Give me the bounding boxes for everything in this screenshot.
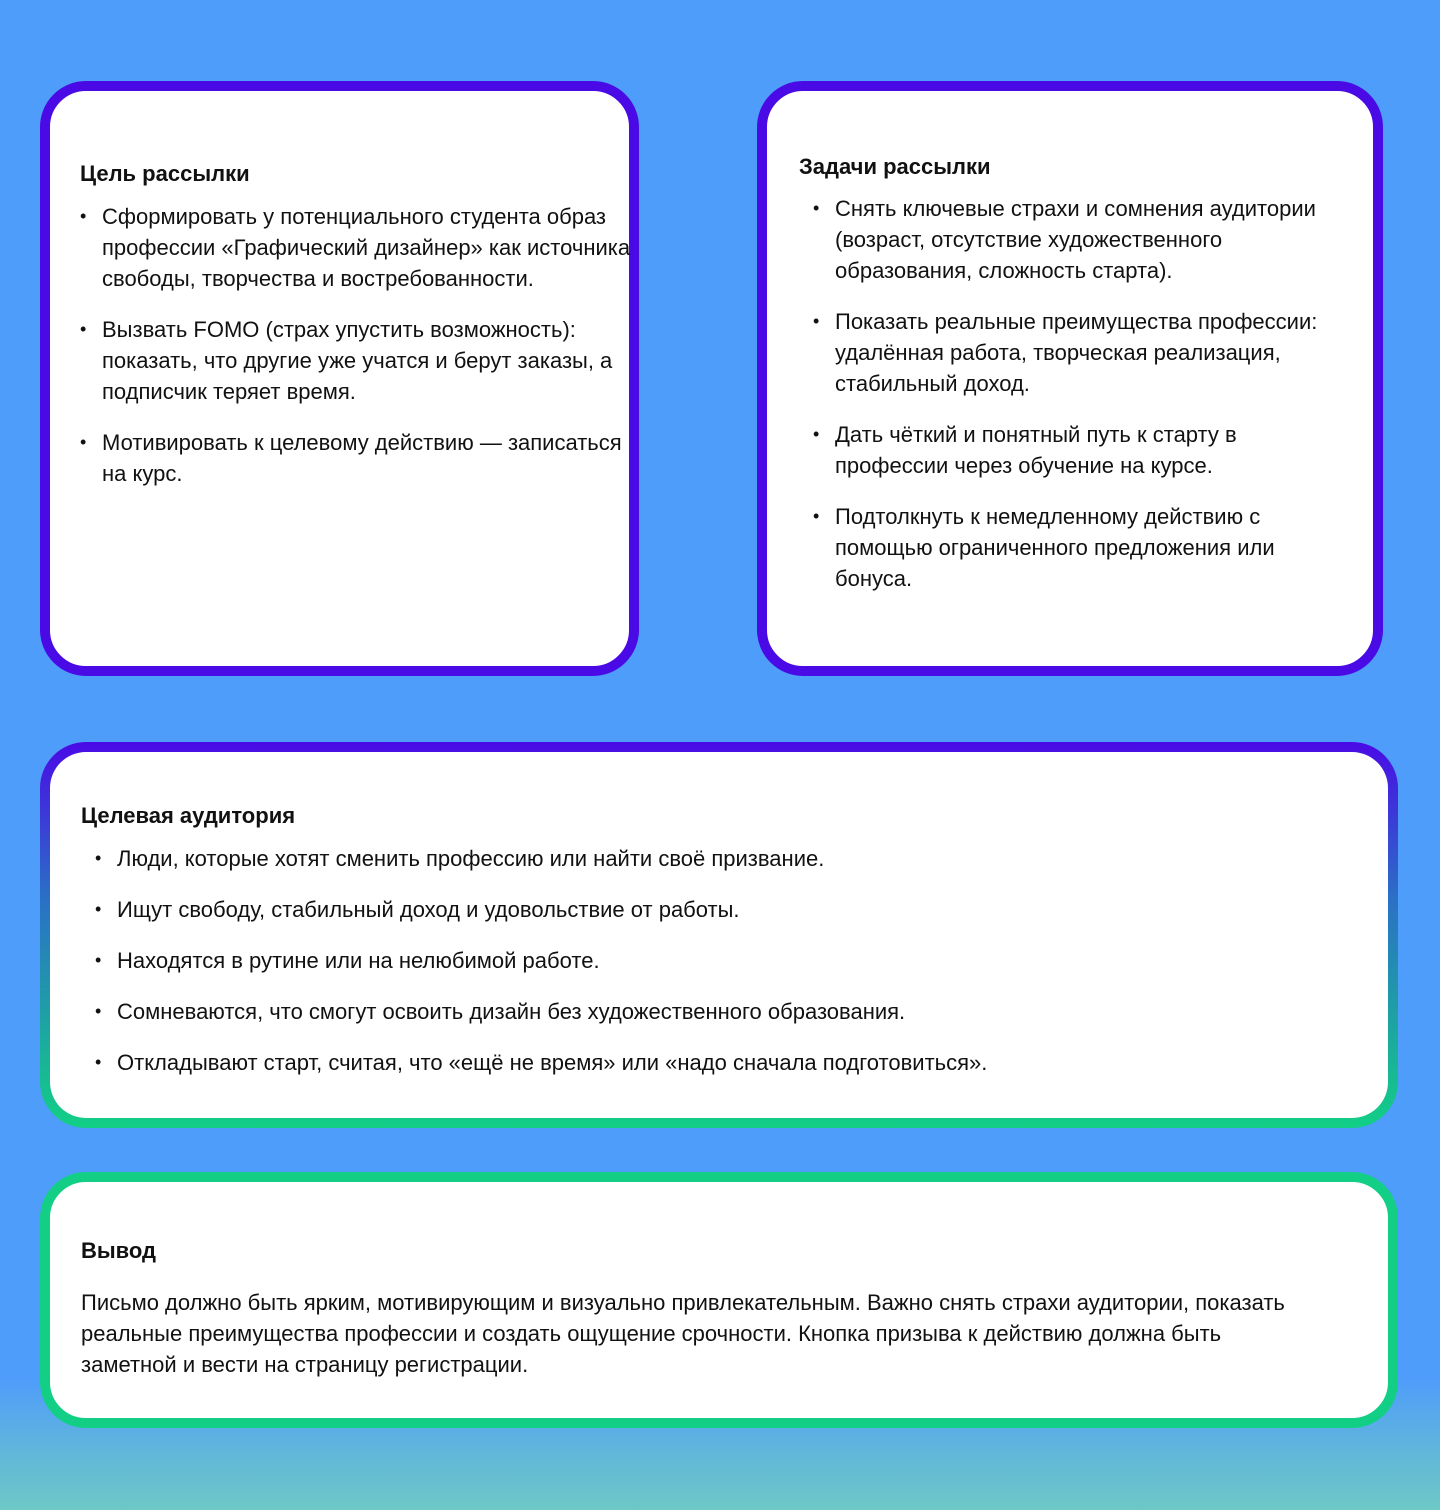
goal-list [102,201,632,509]
audience-item: • Откладывают старт, считая, что «ещё не время» или «надо сначала подготовиться». [117,1047,1317,1078]
tasks-list [835,193,1355,614]
goal-title: Цель рассылки [80,161,250,186]
tasks-title: Задачи рассылки [799,154,991,179]
goal-item: • Мотивировать к целевому действию — записаться на курс. [102,427,632,489]
tasks-item: • Показать реальные преимущества профессии: удалённая работа, творческая реализация, стабильный доход. [835,306,1355,399]
audience-title: Целевая аудитория [81,803,296,828]
tasks-card [757,81,1383,676]
audience-card [40,742,1398,1128]
conclusion-title: Вывод [81,1238,157,1263]
conclusion-text: Письмо должно быть ярким, мотивирующим и визуально привлекательным. Важно снять страхи аудитории, показать реальные преимущества профессии и создать ощущение срочности. Кнопка призыва к действию должна быть заметной и вести на страницу регистрации. [81,1290,1285,1377]
tasks-item: • Дать чёткий и понятный путь к старту в профессии через обучение на курсе. [835,419,1355,481]
tasks-item: • Снять ключевые страхи и сомнения аудитории (возраст, отсутствие художественного образования, сложность старта). [835,193,1355,286]
audience-item: • Сомневаются, что смогут освоить дизайн без художественного образования. [117,996,1317,1027]
audience-item: • Ищут свободу, стабильный доход и удовольствие от работы. [117,894,1317,925]
conclusion-card [40,1172,1398,1428]
audience-item: • Люди, которые хотят сменить профессию или найти своё призвание. [117,843,1317,874]
audience-list [117,843,1317,1098]
tasks-item: • Подтолкнуть к немедленному действию с помощью ограниченного предложения или бонуса. [835,501,1355,594]
goal-item: • Вызвать FOMO (страх упустить возможность): показать, что другие уже учатся и берут заказы, а подписчик теряет время. [102,314,632,407]
goal-item: • Сформировать у потенциального студента образ профессии «Графический дизайнер» как источника свободы, творчества и востребованности. [102,201,632,294]
goal-card [40,81,639,676]
audience-item: • Находятся в рутине или на нелюбимой работе. [117,945,1317,976]
